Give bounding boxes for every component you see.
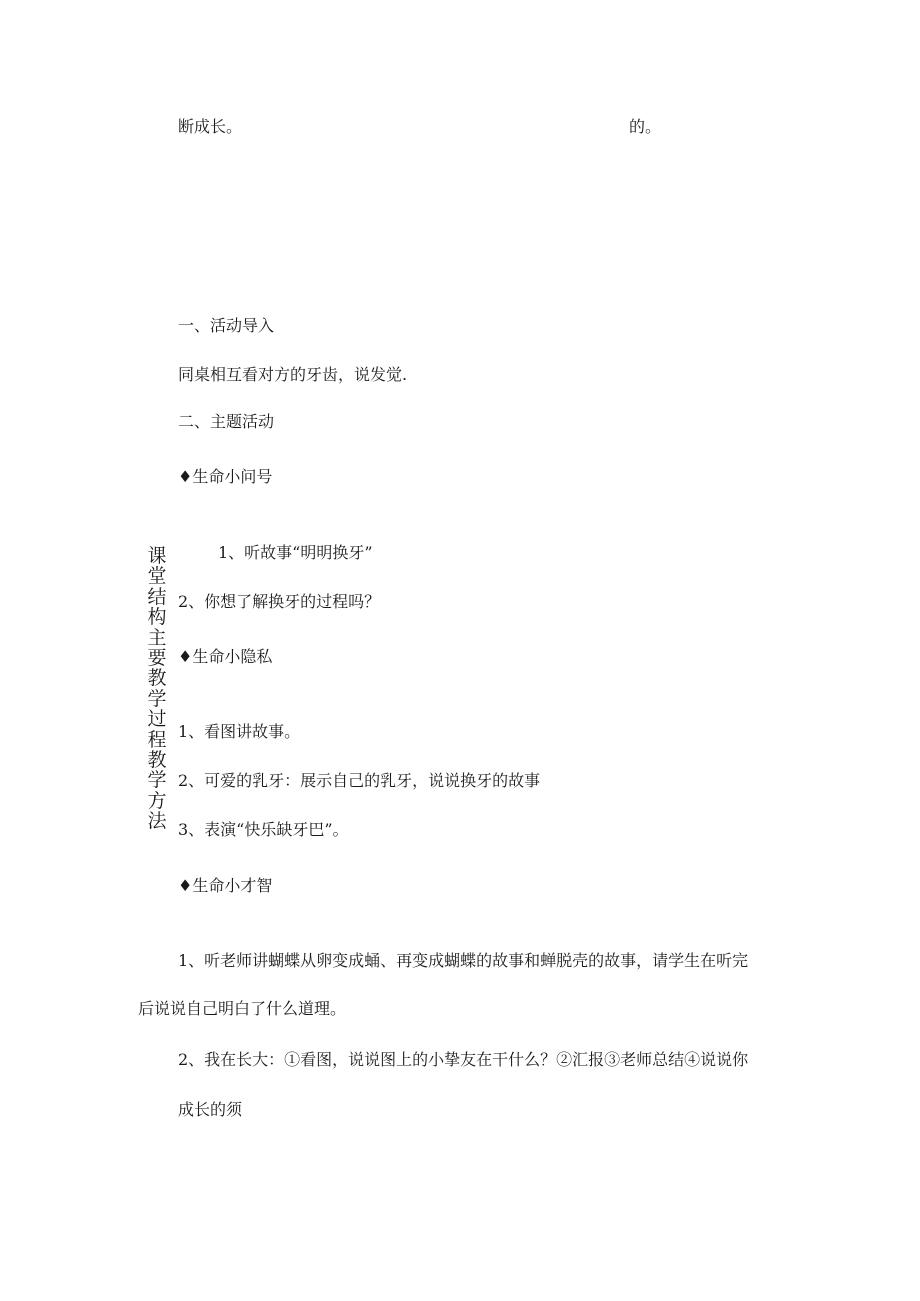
- list-item: 1、听老师讲蝴蝶从卵变成蛹、再变成蝴蝶的故事和蝉脱壳的故事，请学生在听完: [178, 951, 749, 970]
- list-item: 2、我在长大：①看图，说说图上的小挚友在干什么？②汇报③老师总结④说说你: [178, 1050, 749, 1069]
- header-left-fragment: 断成长。: [178, 117, 243, 136]
- subheading-life-privacy: ♦生命小隐私: [178, 647, 273, 666]
- header-right-fragment: 的。: [629, 117, 662, 136]
- subheading-life-wisdom: ♦生命小才智: [178, 876, 273, 895]
- list-item: 3、表演“快乐缺牙巴”。: [178, 820, 349, 839]
- list-item: 2、你想了解换牙的过程吗？: [178, 592, 381, 611]
- list-item: 1、听故事“明明换牙”: [218, 543, 373, 562]
- list-item: 1、看图讲故事。: [178, 722, 301, 741]
- section-heading-activity-intro: 一、活动导入: [178, 316, 275, 335]
- subheading-life-question: ♦生命小问号: [178, 467, 273, 486]
- text-line: 同桌相互看对方的牙齿，说发觉.: [178, 365, 408, 384]
- list-item-continuation: 成长的须: [178, 1100, 243, 1119]
- list-item-continuation: 后说说自己明白了什么道理。: [138, 999, 347, 1018]
- list-item: 2、可爱的乳牙：展示自己的乳牙，说说换牙的故事: [178, 771, 541, 790]
- section-heading-theme-activity: 二、主题活动: [178, 412, 275, 431]
- side-label-vertical: 课堂结构主要教学过程教学方法: [147, 545, 167, 833]
